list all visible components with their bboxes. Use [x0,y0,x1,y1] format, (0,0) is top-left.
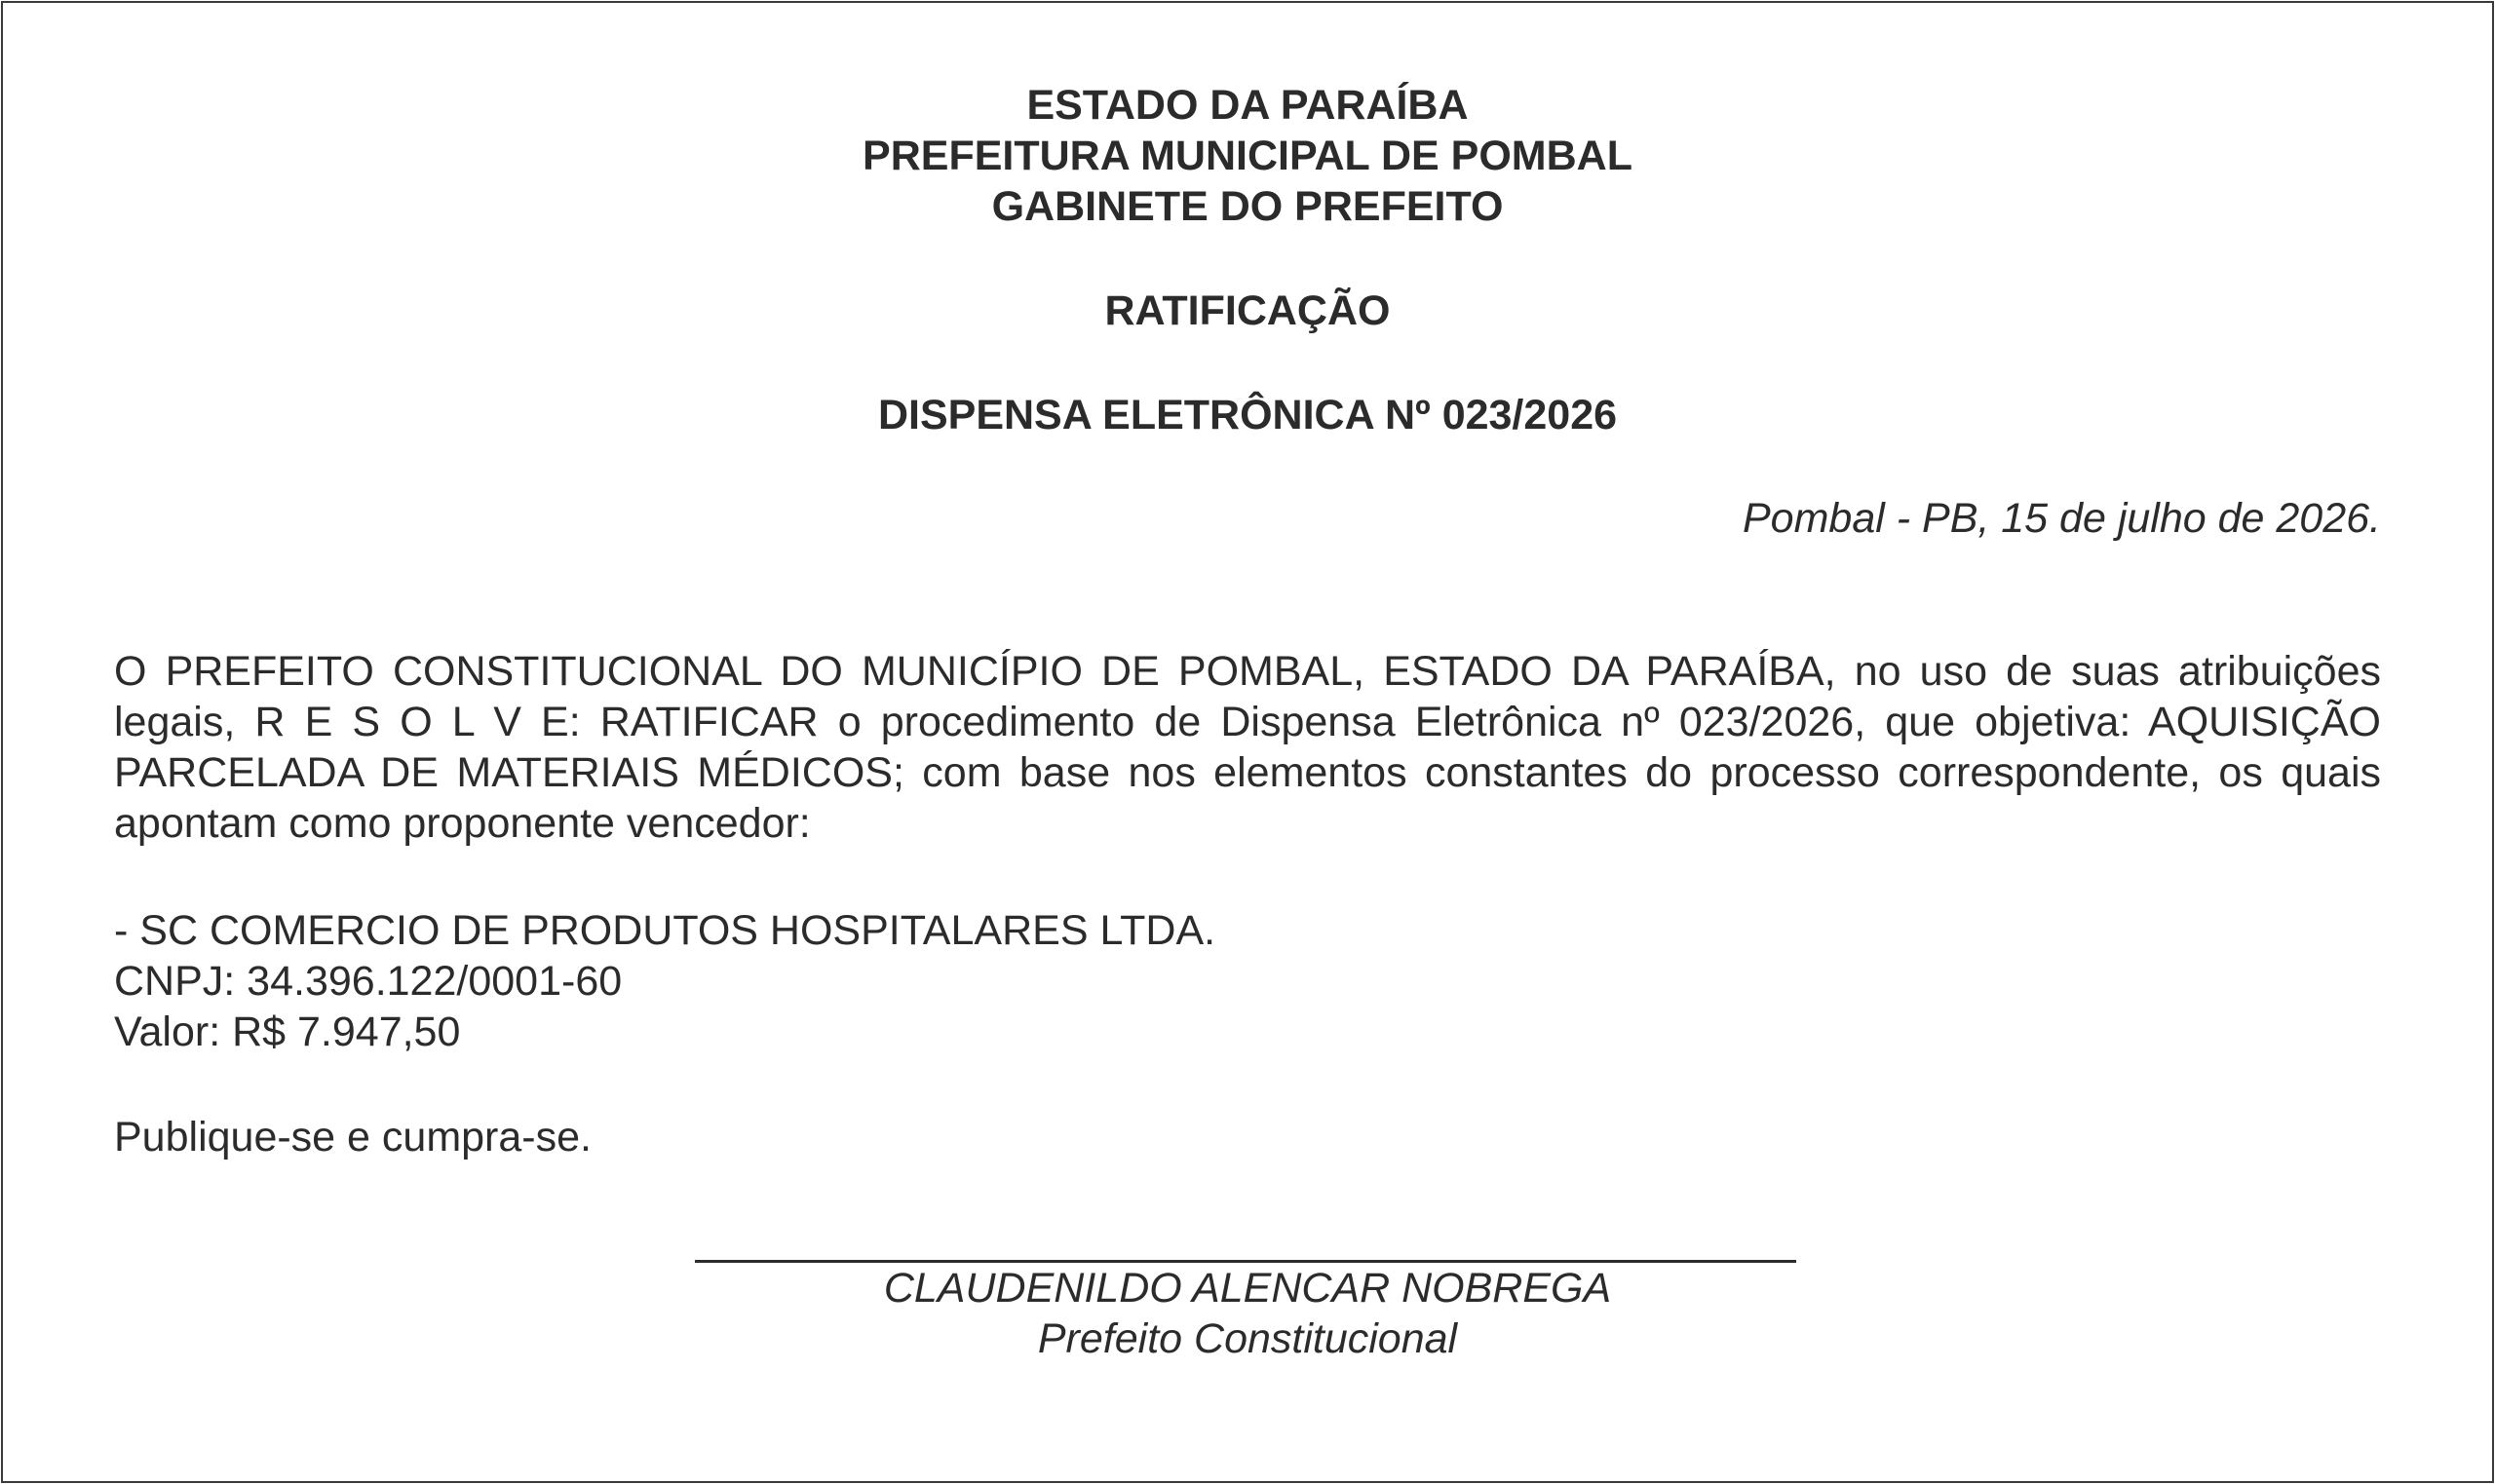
vendor-name: - SC COMERCIO DE PRODUTOS HOSPITALARES LTDA. [114,907,1216,954]
closing-text: Publique-se e cumpra-se. [114,1114,592,1161]
document-header [0,80,2495,232]
document-subtitle: DISPENSA ELETRÔNICA Nº 023/2026 [877,392,1618,438]
header-state: ESTADO DA PARAÍBA [1026,82,1469,129]
date-line: Pombal - PB, 15 de julho de 2026. [1743,495,2381,542]
header-municipality: PREFEITURA MUNICIPAL DE POMBAL [863,133,1632,179]
ratification-paragraph: O PREFEITO CONSTITUCIONAL DO MUNICÍPIO DE POMBAL, ESTADO DA PARAÍBA, no uso de suas atribuições legais, R E S O L V E: RATIFICAR o procedimento de Dispensa Eletrônica nº 023/2026, que objetiva: AQUISIÇÃO PARCELADA DE MATERIAIS MÉDICOS; com base nos elementos constantes do processo correspondente, os quais apontam como proponente vencedor: [114,648,2381,847]
signatory-role: Prefeito Constitucional [1037,1315,1458,1362]
header-office: GABINETE DO PREFEITO [991,183,1504,230]
vendor-cnpj: CNPJ: 34.396.122/0001-60 [114,958,623,1005]
vendor-block [114,905,2381,1057]
document-title: RATIFICAÇÃO [1104,287,1391,334]
signature-block [0,1263,2495,1364]
signatory-name: CLAUDENILDO ALENCAR NOBREGA [883,1265,1612,1312]
vendor-value: Valor: R$ 7.947,50 [114,1008,461,1055]
